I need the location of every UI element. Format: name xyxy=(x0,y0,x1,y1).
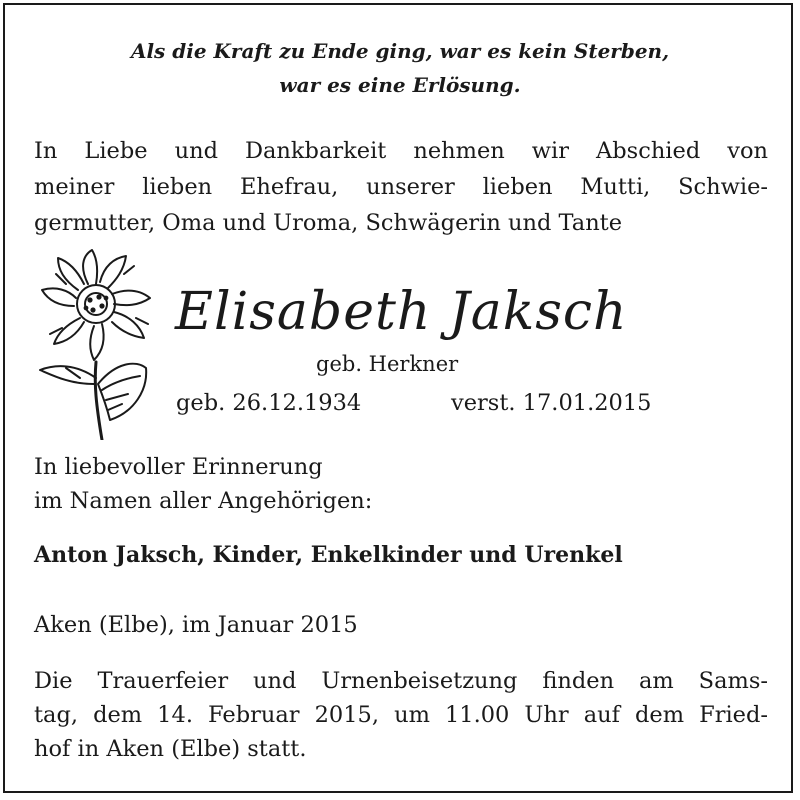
intro-line-1: In Liebe und Dankbarkeit nehmen wir Abschied von xyxy=(34,138,768,164)
funeral-line-1: Die Trauerfeier und Urnenbeisetzung finden am Sams- xyxy=(34,668,768,694)
place-date: Aken (Elbe), im Januar 2015 xyxy=(34,612,358,638)
death-date: verst. 17.01.2015 xyxy=(451,390,652,416)
memory-line-1: In liebevoller Erinnerung xyxy=(34,454,323,480)
intro-line-2: meiner lieben Ehefrau, unserer lieben Mutti, Schwie- xyxy=(34,174,768,200)
birth-date: geb. 26.12.1934 xyxy=(176,390,362,416)
funeral-line-2: tag, dem 14. Februar 2015, um 11.00 Uhr auf dem Fried- xyxy=(34,702,768,728)
memory-line-2: im Namen aller Angehörigen: xyxy=(34,488,373,514)
deceased-name: Elisabeth Jaksch xyxy=(175,282,628,342)
birth-name: geb. Herkner xyxy=(316,352,459,376)
intro-line-3: germutter, Oma und Uroma, Schwägerin und Tante xyxy=(34,210,623,236)
funeral-line-3: hof in Aken (Elbe) statt. xyxy=(34,736,307,762)
sunflower-icon xyxy=(36,244,160,440)
mourners: Anton Jaksch, Kinder, Enkelkinder und Urenkel xyxy=(34,542,623,568)
quote-line-1: Als die Kraft zu Ende ging, war es kein Sterben, xyxy=(130,39,670,63)
quote-line-2: war es eine Erlösung. xyxy=(279,73,521,97)
